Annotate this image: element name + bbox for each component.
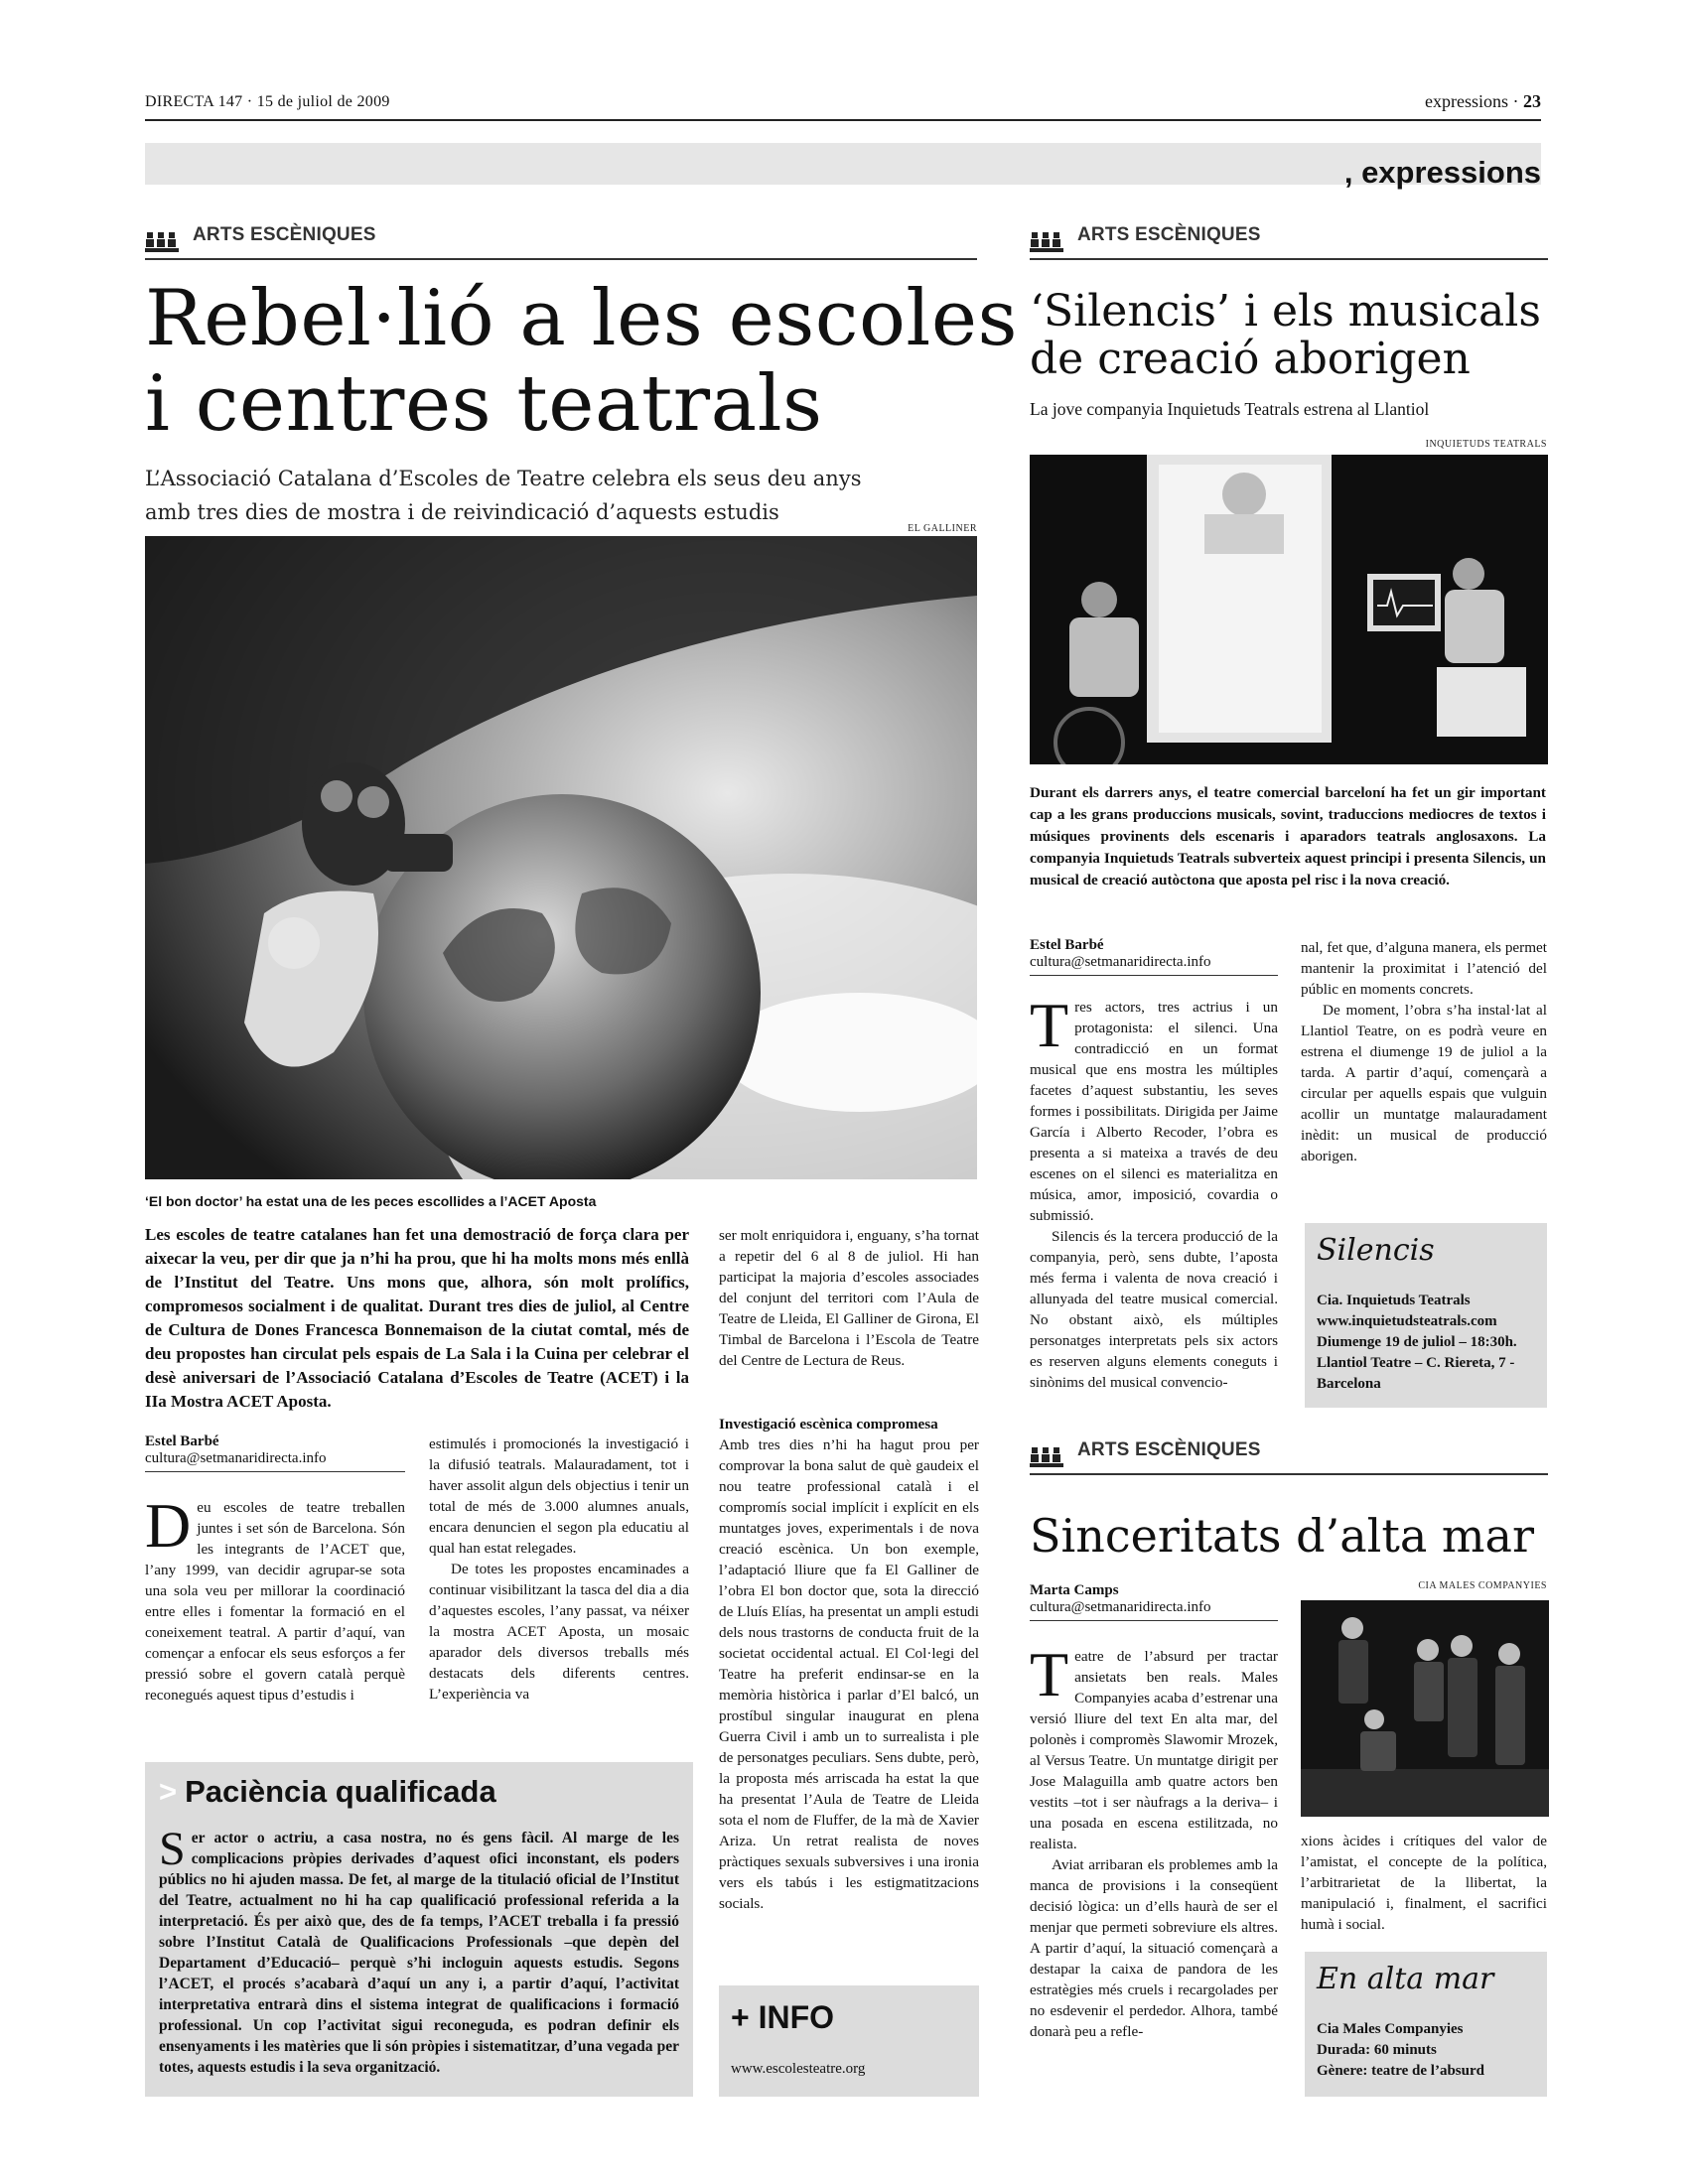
main-subtitle: L’Associació Catalana d’Escoles de Teatre celebra els seus deu anys amb tres dies de mostra i de reivindicació d’aquests estudis <box>145 467 862 524</box>
main-column-3 <box>719 1414 979 1914</box>
silencis-info-company: Cia. Inquietuds Teatrals <box>1317 1293 1471 1308</box>
silencis-column-2-p2: De moment, l’obra s’ha instal·lat al Llantiol Teatre, on es podrà veure en estrena el diumenge 19 de juliol a la tarda. A partir d’aquí, començarà a circular per aquells espais que vulguin acollir un muntatge malauradament inèdit: un musical de producció aborigen. <box>1301 1002 1547 1164</box>
photo-credit-silencis: INQUIETUDS TEATRALS <box>1425 439 1547 450</box>
silencis-info-date: Diumenge 19 de juliol – 18:30h. <box>1317 1334 1517 1350</box>
silencis-lead: Durant els darrers anys, el teatre comercial barceloní ha fet un gir important cap a les grans produccions musicals, sovint, traduccions mediocres de textos i músiques provinents dels escenaris i aparadors teatrals anglosaxons. La companyia Inquietuds Teatrals subverteix aquest principi i presenta Silencis, un musical de creació autòctona que aposta pel risc i la nova creació. <box>1030 784 1546 888</box>
sinceritats-photo <box>1301 1600 1549 1817</box>
silencis-headline-line1: ‘Silencis’ i els musicals <box>1030 286 1541 337</box>
sinceritats-author-email[interactable]: cultura@setmanaridirecta.info <box>1030 1599 1211 1615</box>
main-headline-line2: i centres teatrals <box>145 359 823 449</box>
section-band <box>145 143 1541 185</box>
sinceritats-author: Marta Camps <box>1030 1582 1119 1598</box>
alta-mar-info-box <box>1305 1952 1547 2097</box>
silencis-column-2 <box>1301 937 1547 1166</box>
photo-credit-sinceritats: CIA MALES COMPANYIES <box>1418 1580 1547 1591</box>
info-box-title: + INFO <box>731 1999 835 2035</box>
silencis-column-1-p2: Silencis és la tercera producció de la companyia, però, sens dubte, l’aposta més ferma i valenta de nova creació i allunyada del teatre musical comercial. No obstant això, els múltiples personatges interpretats pels six actors es reserven alguns elements coneguts i sinònims del musical convencio- <box>1030 1228 1278 1391</box>
byline-rule <box>1030 1620 1278 1621</box>
silencis-headline <box>1030 288 1541 383</box>
theatre-seats-icon <box>1030 230 1063 254</box>
kicker-rule <box>1030 1473 1548 1475</box>
silencis-column-2-p1: nal, fet que, d’alguna manera, els permet mantenir la proximitat i l’atenció del públic en moments concrets. <box>1301 939 1547 998</box>
main-subhead: Investigació escènica compromesa <box>719 1416 938 1433</box>
sinceritats-dropcap: T <box>1030 1639 1069 1709</box>
silencis-author-email[interactable]: cultura@setmanaridirecta.info <box>1030 954 1211 970</box>
main-headline <box>145 276 1018 447</box>
silencis-photo <box>1030 455 1548 764</box>
info-box-url[interactable]: www.escolesteatre.org <box>731 2061 866 2077</box>
chevron-right-icon: > <box>159 1774 178 1809</box>
main-column-1-text: eu escoles de teatre treballen juntes i set són de Barcelona. Són les integrants de l’ACET que, l’any 1999, van decidir agrupar-se sota una sola veu per millorar la coordinació entre elles i fomentar la formació en el coneixement teatral. A partir d’aquí, van començar a enfocar els seus esforços a fer pressió sobre el govern català perquè reconegués aquest tipus d’estudis i <box>145 1499 405 1704</box>
kicker-silencis <box>1030 224 1548 260</box>
main-author: Estel Barbé <box>145 1433 219 1449</box>
kicker-label: ARTS ESCÈNIQUES <box>193 224 376 245</box>
theatre-seats-icon <box>145 230 179 254</box>
kicker-sinceritats <box>1030 1439 1548 1475</box>
byline-rule <box>1030 975 1278 976</box>
main-column-3-text: Amb tres dies n’hi ha hagut prou per comprovar la bona salut de què gaudeix el nou teatre professional català i el compromís social implícit i explícit en els muntatges joves, experimentals i de nova creació escènica. Un bon exemple, l’adaptació lliure que fa El Galliner de l’obra El bon doctor que, sota la direcció de Lluís Elías, ha presentat un ampli estudi dels nous trastorns de conducta fruit de la societat occidental actual. El Col·legi del Teatre ha preferit endinsar-se en la memòria històrica i parlar d’El balcó, un prostíbul singular inaugurat en plena Guerra Civil i amb un to surrealista i ple de personatges peculiars. Sens dubte, però, la proposta més arriscada ha estat la que ha presentat l’Aula de Teatre de Lleida sota el nom de Fluffer, de la mà de Xavier Ariza. Un retrat realista de noves pràctiques sexuals subversives i una ironia vers els tabús i les estigmatitzacions socials. <box>719 1436 979 1912</box>
box-paciencia-body: er actor o actriu, a casa nostra, no és gens fàcil. Al marge de les complicacions pròpies derivades d’aquest ofici inconstant, els poders públics no hi ajuden massa. De fet, al marge de la titulació oficial de l’Institut del Teatre, actualment no hi ha cap qualificació professional referida a la interpretació. És per això que, des de fa temps, l’ACET treballa i fa pressió sobre l’Institut Català de Qualificacions Professionals –que depèn del Departament d’Educació– perquè s’hi incloguin aquests estudis. Segons l’ACET, el procés s’acabarà d’aquí un any i, a partir d’aquí, l’activitat interpretativa entrarà dins el sistema integrat de qualificacions i formació professional. Un cop l’activitat sigui reconeguda, es podran definir els ensenyaments i les matèries que li són pròpies i sistematitzar, d’una vegada per totes, aquests estudis i la seva organització. <box>159 1830 679 2076</box>
page-number: 23 <box>1523 91 1541 111</box>
silencis-info-website[interactable]: www.inquietudsteatrals.com <box>1317 1313 1497 1329</box>
silencis-column-1-p1: res actors, tres actrius i un protagonista: el silenci. Una contradicció en un format musical que ens mostra les múltiples facetes d’aquest substantiu, les seves formes i possibilitats. Dirigida per Jaime García i Alberto Recoder, l’obra es presenta a si mateixa a través de deu escenes on el silenci es materialitza en música, amor, imposició, covardia o submissió. <box>1030 999 1278 1224</box>
alta-mar-info-company: Cia Males Companyies <box>1317 2021 1464 2037</box>
sinceritats-byline <box>1030 1582 1278 1621</box>
silencis-subtitle: La jove companyia Inquietuds Teatrals estrena al Llantiol <box>1030 399 1430 419</box>
main-column-2-p2: De totes les propostes encaminades a continuar visibilitzant la tasca del dia a dia d’aquestes escoles, l’any passat, va néixer la mostra ACET Aposta, un mosaic aparador dels diversos treballs més destacats dels diferents centres. L’experiència va <box>429 1561 689 1703</box>
alta-mar-info-title: En alta mar <box>1317 1962 1494 1996</box>
silencis-info-title: Silencis <box>1317 1233 1435 1268</box>
main-lead: Les escoles de teatre catalanes han fet una demostració de força clara per aixecar la veu, per dir que ja n’hi ha prou, que hi ha molts mons més enllà de l’Institut del Teatre. Uns mons que, alhora, són molt prolífics, compromesos socialment i de qualitat. Durant tres dies de juliol, al Centre de Cultura de Dones Francesca Bonnemaison de la ciutat comtal, més de deu propostes han circulat pels espais de La Sala i la Cuina per celebrar el desè aniversari de l’Associació Catalana d’Escoles de Teatre (ACET) i la IIa Mostra ACET Aposta. <box>145 1225 689 1411</box>
main-lead-continued: ser molt enriquidora i, enguany, s’ha tornat a repetir del 6 al 8 de juliol. Hi han participat la majoria d’escoles associades del conjunt del territori com l’Aula de Teatre de Lleida, El Galliner de Girona, El Timbal de Barcelona i l’Escola de Teatre del Centre de Lectura de Reus. <box>719 1227 979 1369</box>
four-actors-illustration <box>1301 1600 1549 1817</box>
kicker-label: ARTS ESCÈNIQUES <box>1077 224 1261 245</box>
section-title: , expressions <box>1343 155 1541 190</box>
main-author-email[interactable]: cultura@setmanaridirecta.info <box>145 1450 327 1466</box>
info-box <box>719 1985 979 2097</box>
silencis-info-box <box>1305 1223 1547 1408</box>
gas-mask-globe-illustration <box>145 536 977 1179</box>
alta-mar-info-lines <box>1317 2019 1543 2082</box>
main-column-2-p1: estimulés i promocionés la investigació i la difusió teatrals. Malauradament, tot i haver assolit algun dels objectius i tenir un total de més de 3.000 alumnes anuals, encara denuncien el segon pla educatiu al qual han estat relegades. <box>429 1435 689 1557</box>
running-header-section <box>1425 91 1541 112</box>
silencis-info-venue: Llantiol Teatre – C. Riereta, 7 - Barcelona <box>1317 1355 1515 1392</box>
sinceritats-column-1-p1: eatre de l’absurd per tractar ansietats ben reals. Males Companyies acaba d’estrenar una versió lliure del text En alta mar, del polonès i compromès Slawomir Mrozek, al Versus Teatre. Un muntatge dirigit per Jose Malaguilla amb quatre actors ben vestits –tot i ser nàufrags a la deriva– i una posada en escena estilitzada, no realista. <box>1030 1648 1278 1852</box>
kicker-label: ARTS ESCÈNIQUES <box>1077 1439 1261 1460</box>
silencis-byline <box>1030 937 1278 976</box>
main-photo <box>145 536 977 1179</box>
silencis-headline-line2: de creació aborigen <box>1030 334 1471 384</box>
main-dropcap: D <box>145 1490 192 1561</box>
box-paciencia-text <box>159 1823 679 2078</box>
main-column-1 <box>145 1490 405 1706</box>
main-headline-line1: Rebel·lió a les escoles <box>145 274 1019 363</box>
kicker-rule <box>1030 258 1548 260</box>
running-header-section-label: expressions · <box>1425 91 1519 111</box>
byline-rule <box>145 1471 405 1472</box>
photo-credit-main: EL GALLINER <box>908 523 977 534</box>
silencis-column-1 <box>1030 990 1278 1393</box>
kicker-rule <box>145 258 977 260</box>
header-rule <box>145 119 1541 121</box>
box-paciencia-title-text: Paciència qualificada <box>185 1774 496 1809</box>
box-paciencia-title <box>159 1774 496 1810</box>
theatre-seats-icon <box>1030 1445 1063 1469</box>
running-header-date: DIRECTA 147 · 15 de juliol de 2009 <box>145 93 390 110</box>
main-byline <box>145 1433 405 1472</box>
sinceritats-column-1-p2: Aviat arribaran els problemes amb la manca de provisions i la conseqüent decisió lògica: un d’ells haurà de ser el menjar que permeti sobreviure els altres. A partir d’aquí, la situació començarà a destapar la caixa de pandora de les estratègies més cruels i recargolades per no esdevenir el perdedor. Alhora, també donarà peu a refle- <box>1030 1856 1278 2040</box>
silencis-author: Estel Barbé <box>1030 937 1104 953</box>
silencis-info-lines <box>1317 1291 1543 1395</box>
sinceritats-headline: Sinceritats d’alta mar <box>1030 1509 1534 1563</box>
main-column-2 <box>429 1433 689 1705</box>
box-paciencia-dropcap: S <box>159 1823 186 1875</box>
kicker-main <box>145 224 977 260</box>
main-photo-caption: ‘El bon doctor’ ha estat una de les peces escollides a l’ACET Aposta <box>145 1193 597 1209</box>
alta-mar-info-duration: Durada: 60 minuts <box>1317 2042 1437 2058</box>
hospital-stage-illustration <box>1030 455 1548 764</box>
alta-mar-info-genre: Gènere: teatre de l’absurd <box>1317 2063 1484 2079</box>
silencis-dropcap: T <box>1030 990 1069 1060</box>
sinceritats-column-2: xions àcides i crítiques del valor de l’amistat, el concepte de la política, l’arbitrarietat de la llibertat, la manipulació i, finalment, el sacrifici humà i social. <box>1301 1833 1547 1933</box>
sinceritats-column-1 <box>1030 1639 1278 2042</box>
sidebar-box-paciencia <box>145 1762 693 2097</box>
